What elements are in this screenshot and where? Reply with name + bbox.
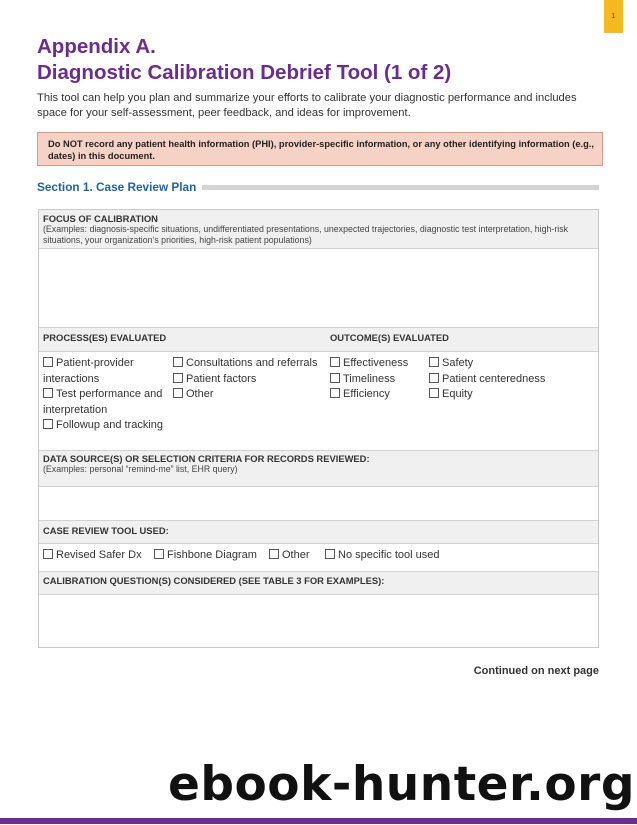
phi-warning-text: Do NOT record any patient health information (PHI), provider-specific information, or any other identifying information (e.g., dates) in this document. — [48, 139, 594, 161]
checkbox[interactable] — [429, 357, 439, 367]
checkbox[interactable] — [429, 373, 439, 383]
case-review-form — [38, 209, 599, 648]
focus-label: FOCUS OF CALIBRATION — [43, 213, 158, 224]
checkbox[interactable] — [429, 388, 439, 398]
outcome-option-label: Patient centeredness — [442, 372, 546, 385]
process-option[interactable] — [43, 387, 169, 418]
process-option-label: Other — [186, 388, 214, 400]
phi-warning-box — [37, 132, 603, 166]
process-option-label: Test performance and interpretation — [43, 388, 163, 416]
checkbox[interactable] — [330, 357, 340, 367]
outcome-option[interactable] — [429, 356, 589, 372]
process-label: PROCESS(ES) EVALUATED — [43, 332, 167, 343]
tool-option-label: Revised Safer Dx — [56, 549, 142, 561]
process-options-col1 — [43, 356, 169, 434]
outcome-option-label: Equity — [442, 388, 473, 400]
process-option[interactable] — [173, 387, 328, 403]
questions-input-area[interactable] — [39, 594, 598, 647]
tool-option-label: Other — [282, 549, 310, 561]
bottom-accent-bar — [0, 818, 637, 824]
page-title — [37, 34, 577, 86]
tool-option-label: No specific tool used — [338, 549, 440, 561]
focus-examples: (Examples: diagnosis-specific situations, undifferentiated presentations, unexpected trajectories, diagnostic test interpretation, high-risk situations, your organization’s priorities, high-risk patient populations) — [43, 224, 568, 245]
data-source-examples: (Examples: personal “remind-me” list, EHR query) — [43, 464, 238, 474]
outcome-options-col1 — [330, 356, 426, 403]
process-option-label: Patient-provider interactions — [43, 357, 134, 385]
checkbox[interactable] — [43, 388, 53, 398]
checkbox[interactable] — [173, 373, 183, 383]
process-options-col2 — [173, 356, 328, 403]
tool-option[interactable] — [43, 548, 142, 564]
process-outcome-options — [39, 351, 598, 450]
focus-input-area[interactable] — [39, 248, 598, 327]
outcome-label: OUTCOME(S) EVALUATED — [330, 332, 449, 343]
page-number: 1 — [611, 13, 616, 20]
data-source-header — [39, 450, 598, 486]
checkbox[interactable] — [173, 357, 183, 367]
outcome-option-label: Efficiency — [343, 388, 390, 400]
section-title: Section 1. Case Review Plan — [37, 180, 197, 194]
outcome-option[interactable] — [330, 356, 426, 372]
process-option-label: Consultations and referrals — [186, 357, 318, 369]
outcome-option[interactable] — [429, 387, 589, 403]
continued-note: Continued on next page — [473, 665, 599, 677]
data-source-input-area[interactable] — [39, 486, 598, 520]
checkbox[interactable] — [325, 549, 335, 559]
outcome-option[interactable] — [330, 372, 426, 388]
checkbox[interactable] — [43, 419, 53, 429]
process-option[interactable] — [173, 372, 328, 388]
process-option-label: Followup and tracking — [56, 419, 164, 431]
focus-header — [39, 210, 598, 248]
title-line-1: Appendix A. — [37, 35, 156, 58]
tool-option-label: Fishbone Diagram — [167, 549, 257, 561]
section-rule — [202, 185, 599, 190]
intro-paragraph: This tool can help you plan and summarize your efforts to calibrate your diagnostic performance and includes space for your self-assessment, peer feedback, and ideas for improvement. — [37, 92, 577, 119]
outcome-option-label: Safety — [442, 357, 474, 369]
checkbox[interactable] — [330, 388, 340, 398]
tool-option[interactable] — [269, 548, 310, 564]
process-option[interactable] — [173, 356, 328, 372]
tool-option[interactable] — [154, 548, 257, 564]
outcome-option[interactable] — [330, 387, 426, 403]
outcome-option-label: Effectiveness — [343, 357, 409, 369]
process-option[interactable] — [43, 418, 169, 434]
watermark: ebook-hunter.org — [167, 757, 635, 812]
outcome-options-col2 — [429, 356, 589, 403]
checkbox[interactable] — [43, 549, 53, 559]
outcome-option[interactable] — [429, 372, 589, 388]
section-header — [37, 180, 599, 194]
tool-header — [39, 520, 598, 543]
outcome-option-label: Timeliness — [343, 372, 396, 385]
checkbox[interactable] — [330, 373, 340, 383]
title-line-2: Diagnostic Calibration Debrief Tool (1 of 2) — [37, 61, 452, 84]
checkbox[interactable] — [173, 388, 183, 398]
process-outcome-header — [39, 327, 598, 351]
checkbox[interactable] — [43, 357, 53, 367]
questions-label: CALIBRATION QUESTION(S) CONSIDERED (SEE TABLE 3 FOR EXAMPLES): — [43, 575, 385, 586]
questions-header — [39, 571, 598, 594]
tool-options — [39, 543, 598, 571]
tool-option[interactable] — [325, 548, 440, 564]
data-source-label: DATA SOURCE(S) OR SELECTION CRITERIA FOR RECORDS REVIEWED: — [43, 453, 370, 464]
process-option-label: Patient factors — [186, 372, 257, 385]
process-option[interactable] — [43, 356, 169, 387]
checkbox[interactable] — [154, 549, 164, 559]
tool-label: CASE REVIEW TOOL USED: — [43, 525, 169, 536]
checkbox[interactable] — [269, 549, 279, 559]
page-number-tab — [604, 0, 623, 33]
